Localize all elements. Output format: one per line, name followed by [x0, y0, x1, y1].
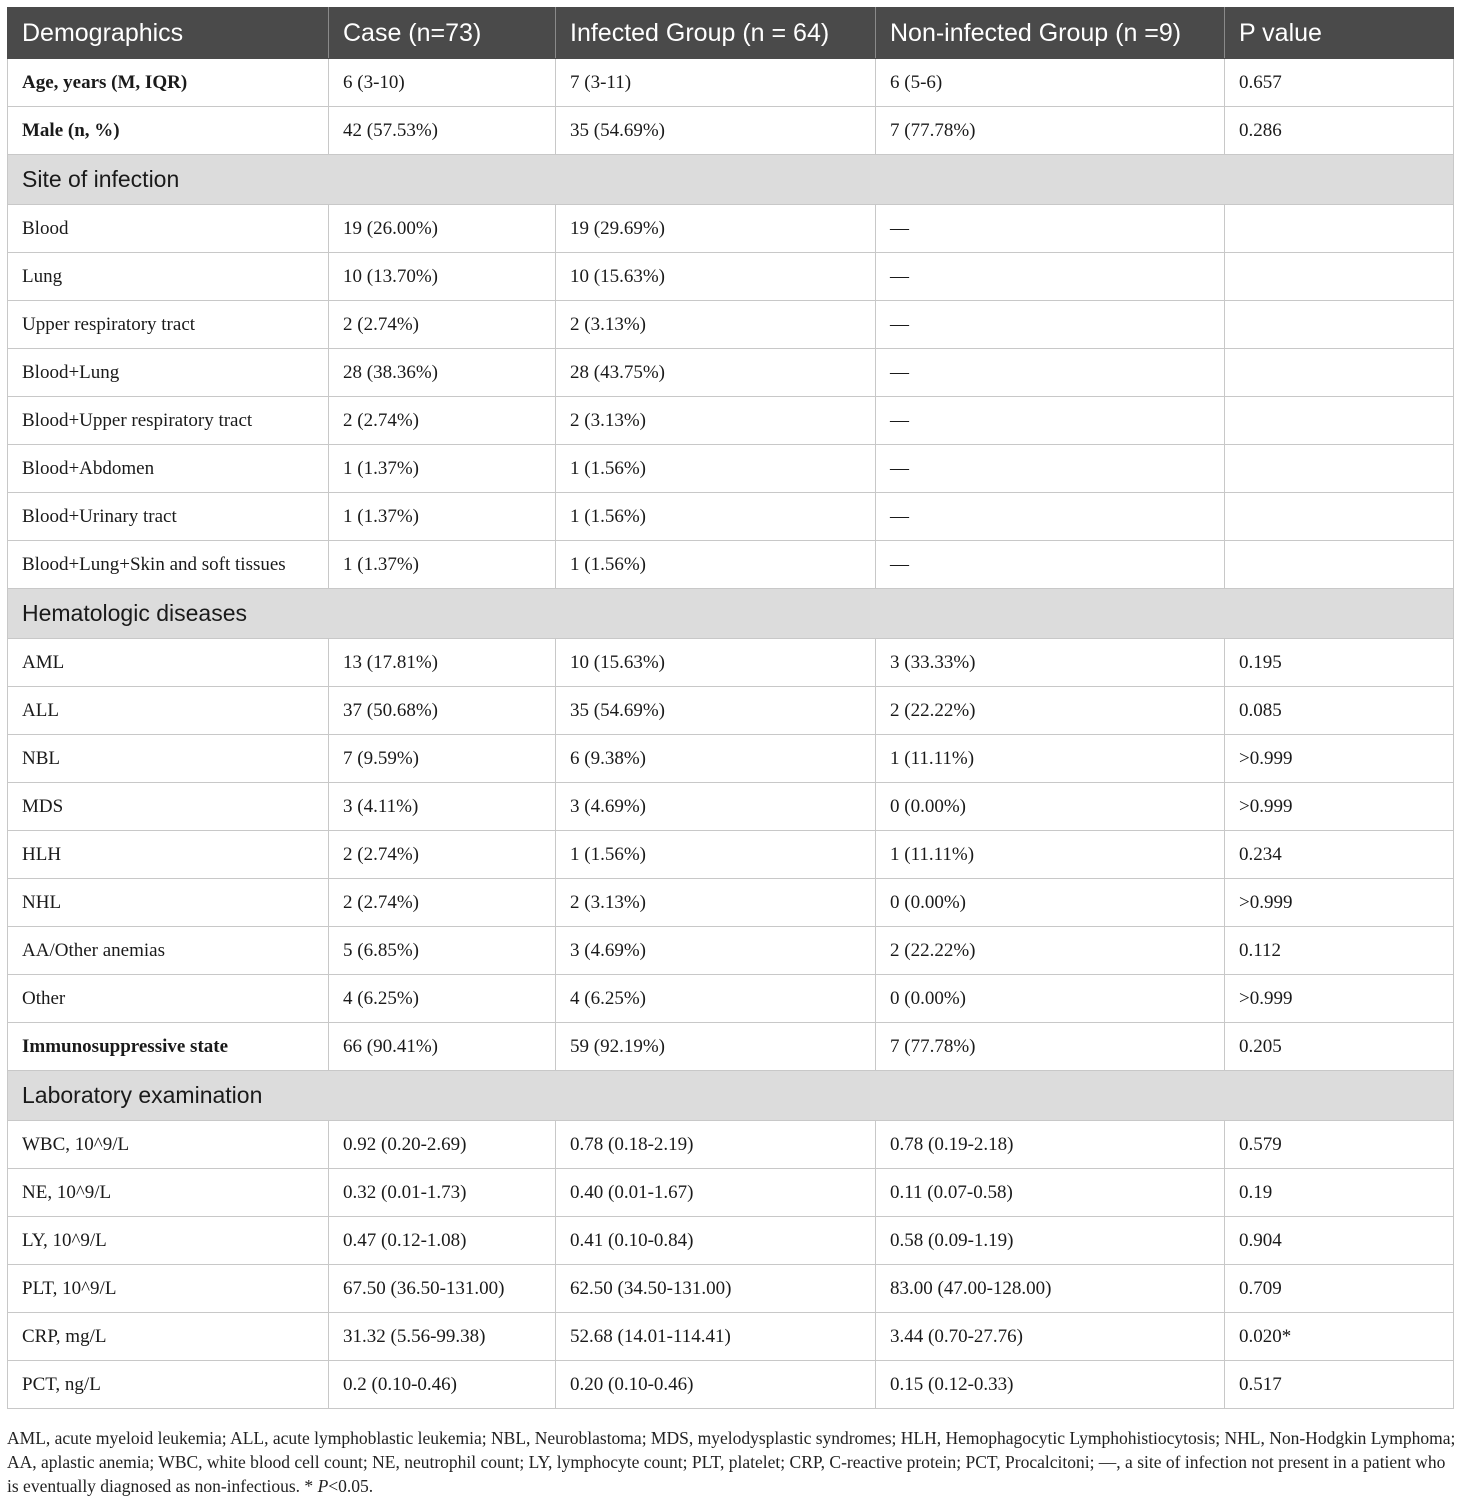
row-label: Male (n, %)	[8, 107, 329, 155]
table-cell: 0.657	[1225, 59, 1454, 107]
table-cell: 0.517	[1225, 1361, 1454, 1409]
footnote-p-threshold: <0.05.	[328, 1476, 374, 1496]
table-row	[8, 1217, 1454, 1265]
table-cell: 83.00 (47.00-128.00)	[876, 1265, 1225, 1313]
table-row	[8, 879, 1454, 927]
row-label: PCT, ng/L	[8, 1361, 329, 1409]
row-label: NE, 10^9/L	[8, 1169, 329, 1217]
table-cell: 7 (9.59%)	[329, 735, 556, 783]
table-cell	[1225, 301, 1454, 349]
footnote-p-label: P	[317, 1476, 329, 1496]
table-cell: 0.78 (0.18-2.19)	[556, 1121, 876, 1169]
table-cell: 10 (15.63%)	[556, 639, 876, 687]
row-label: Immunosuppressive state	[8, 1023, 329, 1071]
table-cell: 1 (11.11%)	[876, 735, 1225, 783]
table-cell: 0.41 (0.10-0.84)	[556, 1217, 876, 1265]
table-row	[8, 397, 1454, 445]
table-cell: 0 (0.00%)	[876, 783, 1225, 831]
table-cell: 0.58 (0.09-1.19)	[876, 1217, 1225, 1265]
table-cell: 0.47 (0.12-1.08)	[329, 1217, 556, 1265]
row-label: Other	[8, 975, 329, 1023]
table-cell: 7 (77.78%)	[876, 1023, 1225, 1071]
section-row	[8, 155, 1454, 205]
table-cell: 1 (1.37%)	[329, 541, 556, 589]
table-cell: 62.50 (34.50-131.00)	[556, 1265, 876, 1313]
table-cell: 3 (4.69%)	[556, 927, 876, 975]
table-cell	[1225, 445, 1454, 493]
row-label: Blood	[8, 205, 329, 253]
table-row	[8, 1313, 1454, 1361]
table-cell: 0.11 (0.07-0.58)	[876, 1169, 1225, 1217]
row-label: Upper respiratory tract	[8, 301, 329, 349]
table-cell: 19 (26.00%)	[329, 205, 556, 253]
table-cell: 1 (1.56%)	[556, 445, 876, 493]
table-cell: 0.92 (0.20-2.69)	[329, 1121, 556, 1169]
section-label: Laboratory examination	[8, 1071, 1454, 1121]
header-case: Case (n=73)	[329, 8, 556, 59]
table-cell: 2 (3.13%)	[556, 879, 876, 927]
table-cell: 0.195	[1225, 639, 1454, 687]
table-row	[8, 927, 1454, 975]
table-cell: 0.32 (0.01-1.73)	[329, 1169, 556, 1217]
table-row	[8, 735, 1454, 783]
table-container	[7, 7, 1453, 1409]
table-row	[8, 445, 1454, 493]
section-label: Site of infection	[8, 155, 1454, 205]
table-cell: —	[876, 253, 1225, 301]
row-label: Blood+Lung	[8, 349, 329, 397]
table-row	[8, 301, 1454, 349]
section-row	[8, 589, 1454, 639]
table-cell: 1 (1.56%)	[556, 831, 876, 879]
header-non-infected-group: Non-infected Group (n =9)	[876, 8, 1225, 59]
table-row	[8, 687, 1454, 735]
table-cell: 2 (3.13%)	[556, 301, 876, 349]
table-cell: 6 (9.38%)	[556, 735, 876, 783]
table-cell: 4 (6.25%)	[329, 975, 556, 1023]
table-cell: 0.112	[1225, 927, 1454, 975]
table-cell: —	[876, 301, 1225, 349]
table-cell: 59 (92.19%)	[556, 1023, 876, 1071]
table-row	[8, 253, 1454, 301]
table-cell: 1 (1.56%)	[556, 541, 876, 589]
table-cell: 28 (43.75%)	[556, 349, 876, 397]
table-cell: 0.15 (0.12-0.33)	[876, 1361, 1225, 1409]
table-cell: —	[876, 493, 1225, 541]
table-cell: 1 (1.56%)	[556, 493, 876, 541]
table-cell: 42 (57.53%)	[329, 107, 556, 155]
table-cell: 67.50 (36.50-131.00)	[329, 1265, 556, 1313]
table-cell: 37 (50.68%)	[329, 687, 556, 735]
footnote-text: AML, acute myeloid leukemia; ALL, acute lymphoblastic leukemia; NBL, Neuroblastoma; MDS, myelodysplastic syndromes; HLH, Hemophagocytic Lymphohistiocytosis; NHL, Non-Hodgkin Lymphoma; AA, aplastic anemia; WBC, white blood cell count; NE, neutrophil count; LY, lymphocyte count; PLT, platelet; CRP, C-reactive protein; PCT, Procalcitoni; —, a site of infection not present in a patient who is eventually diagnosed as non-infectious. *	[7, 1428, 1456, 1496]
table-cell: 0.020*	[1225, 1313, 1454, 1361]
table-row	[8, 107, 1454, 155]
table-cell: 1 (1.37%)	[329, 445, 556, 493]
table-footnote	[7, 1426, 1457, 1498]
section-label: Hematologic diseases	[8, 589, 1454, 639]
table-cell: 3 (4.69%)	[556, 783, 876, 831]
table-cell: 0.904	[1225, 1217, 1454, 1265]
row-label: NHL	[8, 879, 329, 927]
table-row	[8, 975, 1454, 1023]
demographics-table	[7, 7, 1454, 1409]
row-label: AML	[8, 639, 329, 687]
header-p-value: P value	[1225, 8, 1454, 59]
row-label: NBL	[8, 735, 329, 783]
table-cell: —	[876, 205, 1225, 253]
table-header-row	[8, 8, 1454, 59]
table-cell: 19 (29.69%)	[556, 205, 876, 253]
table-row	[8, 1361, 1454, 1409]
table-row	[8, 831, 1454, 879]
row-label: CRP, mg/L	[8, 1313, 329, 1361]
row-label: Blood+Upper respiratory tract	[8, 397, 329, 445]
table-row	[8, 349, 1454, 397]
row-label: Lung	[8, 253, 329, 301]
table-row	[8, 1169, 1454, 1217]
table-cell: 0.234	[1225, 831, 1454, 879]
table-cell: —	[876, 445, 1225, 493]
table-cell: 0.286	[1225, 107, 1454, 155]
table-cell: 6 (3-10)	[329, 59, 556, 107]
table-cell: 2 (22.22%)	[876, 927, 1225, 975]
table-cell: —	[876, 349, 1225, 397]
row-label: Blood+Abdomen	[8, 445, 329, 493]
table-cell: 13 (17.81%)	[329, 639, 556, 687]
table-cell: 5 (6.85%)	[329, 927, 556, 975]
table-cell: —	[876, 397, 1225, 445]
row-label: PLT, 10^9/L	[8, 1265, 329, 1313]
row-label: HLH	[8, 831, 329, 879]
table-cell: 2 (2.74%)	[329, 831, 556, 879]
table-cell: 0.579	[1225, 1121, 1454, 1169]
table-cell: 0 (0.00%)	[876, 879, 1225, 927]
table-cell: 31.32 (5.56-99.38)	[329, 1313, 556, 1361]
table-cell: 2 (22.22%)	[876, 687, 1225, 735]
table-cell: 4 (6.25%)	[556, 975, 876, 1023]
table-cell: 0.40 (0.01-1.67)	[556, 1169, 876, 1217]
table-cell: 0.709	[1225, 1265, 1454, 1313]
table-cell: 1 (1.37%)	[329, 493, 556, 541]
table-cell: 7 (3-11)	[556, 59, 876, 107]
table-cell: 2 (3.13%)	[556, 397, 876, 445]
header-infected-group: Infected Group (n = 64)	[556, 8, 876, 59]
table-cell: 0.20 (0.10-0.46)	[556, 1361, 876, 1409]
table-row	[8, 541, 1454, 589]
table-cell: 66 (90.41%)	[329, 1023, 556, 1071]
table-body	[8, 59, 1454, 1409]
table-row	[8, 639, 1454, 687]
row-label: Blood+Urinary tract	[8, 493, 329, 541]
table-row	[8, 59, 1454, 107]
table-cell: 0.2 (0.10-0.46)	[329, 1361, 556, 1409]
table-cell: 0.205	[1225, 1023, 1454, 1071]
table-cell: 10 (13.70%)	[329, 253, 556, 301]
section-row	[8, 1071, 1454, 1121]
table-cell: 3 (4.11%)	[329, 783, 556, 831]
table-cell: 52.68 (14.01-114.41)	[556, 1313, 876, 1361]
row-label: Age, years (M, IQR)	[8, 59, 329, 107]
table-cell: 3.44 (0.70-27.76)	[876, 1313, 1225, 1361]
table-row	[8, 783, 1454, 831]
table-cell: 3 (33.33%)	[876, 639, 1225, 687]
header-demographics: Demographics	[8, 8, 329, 59]
row-label: MDS	[8, 783, 329, 831]
table-row	[8, 1023, 1454, 1071]
row-label: LY, 10^9/L	[8, 1217, 329, 1265]
row-label: WBC, 10^9/L	[8, 1121, 329, 1169]
table-cell: 1 (11.11%)	[876, 831, 1225, 879]
table-cell: 0 (0.00%)	[876, 975, 1225, 1023]
table-cell: 0.19	[1225, 1169, 1454, 1217]
table-cell: 10 (15.63%)	[556, 253, 876, 301]
table-cell: >0.999	[1225, 975, 1454, 1023]
table-cell	[1225, 349, 1454, 397]
table-cell: 0.085	[1225, 687, 1454, 735]
table-cell	[1225, 397, 1454, 445]
table-row	[8, 1265, 1454, 1313]
table-row	[8, 205, 1454, 253]
row-label: ALL	[8, 687, 329, 735]
row-label: Blood+Lung+Skin and soft tissues	[8, 541, 329, 589]
table-cell	[1225, 205, 1454, 253]
table-cell	[1225, 253, 1454, 301]
table-cell: >0.999	[1225, 735, 1454, 783]
table-cell: >0.999	[1225, 783, 1454, 831]
table-cell: 28 (38.36%)	[329, 349, 556, 397]
table-cell: —	[876, 541, 1225, 589]
table-cell: 0.78 (0.19-2.18)	[876, 1121, 1225, 1169]
table-cell: 2 (2.74%)	[329, 397, 556, 445]
table-cell: 2 (2.74%)	[329, 301, 556, 349]
table-cell: 35 (54.69%)	[556, 107, 876, 155]
row-label: AA/Other anemias	[8, 927, 329, 975]
table-cell	[1225, 493, 1454, 541]
table-cell	[1225, 541, 1454, 589]
table-row	[8, 1121, 1454, 1169]
table-row	[8, 493, 1454, 541]
table-cell: >0.999	[1225, 879, 1454, 927]
table-cell: 7 (77.78%)	[876, 107, 1225, 155]
table-cell: 2 (2.74%)	[329, 879, 556, 927]
table-cell: 6 (5-6)	[876, 59, 1225, 107]
table-cell: 35 (54.69%)	[556, 687, 876, 735]
